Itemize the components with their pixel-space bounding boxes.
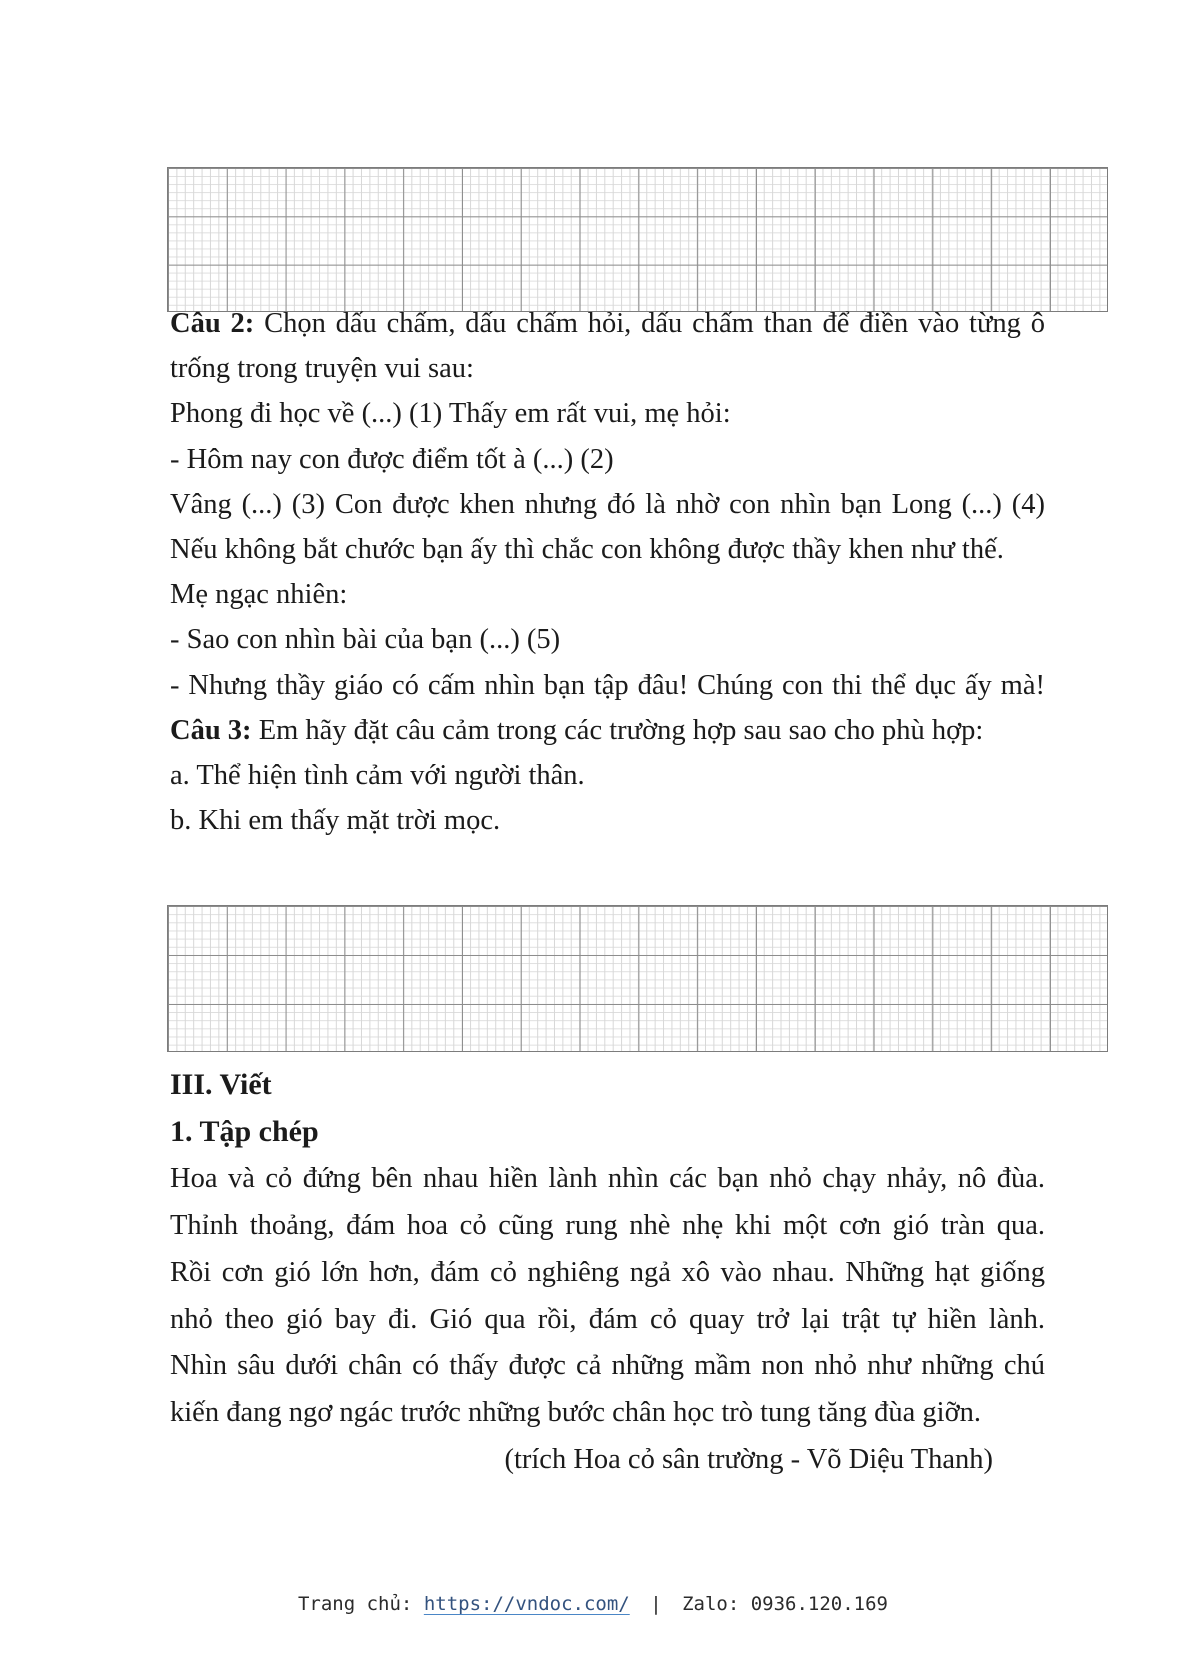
exercise2-line-text: Vâng (...) (3) Con được khen nhưng đó là nhờ con nhìn bạn Long (...) (4) — [170, 488, 1045, 520]
exercise2-line-text: a. Thể hiện tình cảm với người thân. — [170, 760, 585, 792]
dictation-line-text: Nhìn sâu dưới chân có thấy được cả những mầm non nhỏ như những chú — [170, 1350, 1045, 1382]
story-line — [170, 572, 1045, 617]
story-line — [170, 617, 1045, 662]
exercise2-intro-line — [170, 301, 1045, 346]
story-line — [170, 482, 1045, 527]
exercise2-line-text: Mẹ ngạc nhiên: — [170, 579, 348, 611]
dictation-line — [170, 1390, 1045, 1437]
footer-zalo: Zalo: 0936.120.169 — [682, 1593, 888, 1615]
exercise-2-block — [170, 301, 1045, 843]
exercise2-line-text: Em hãy đặt câu cảm trong các trường hợp sau sao cho phù hợp: — [251, 714, 984, 746]
question-3-item-b — [170, 798, 1045, 843]
exercise2-line-text: - Nhưng thầy giáo có cấm nhìn bạn tập đâu! Chúng con thi thể dục ấy mà! — [170, 669, 1045, 701]
exercise2-line-text: trống trong truyện vui sau: — [170, 353, 474, 385]
dictation-line-text: Rồi cơn gió lớn hơn, đám cỏ nghiêng ngả xô vào nhau. Những hạt giống — [170, 1256, 1045, 1288]
dictation-line — [170, 1343, 1045, 1390]
dictation-line — [170, 1250, 1045, 1297]
exercise2-line-text: Phong đi học về (...) (1) Thấy em rất vui, mẹ hỏi: — [170, 398, 731, 430]
section-subheading: 1. Tập chép — [170, 1114, 319, 1148]
dictation-line — [170, 1203, 1045, 1250]
section-heading: III. Viết — [170, 1068, 272, 1101]
exercise2-line-text: Chọn dấu chấm, dấu chấm hỏi, dấu chấm than để điền vào từng ô — [254, 308, 1045, 339]
story-line — [170, 663, 1045, 708]
dictation-line-text: nhỏ theo gió bay đi. Gió qua rồi, đám cỏ quay trở lại trật tự hiền lành. — [170, 1303, 1045, 1335]
exercise2-line-text: - Sao con nhìn bài của bạn (...) (5) — [170, 624, 561, 656]
writing-grid-top — [167, 167, 1108, 312]
story-line — [170, 391, 1045, 436]
dictation-line-text: kiến đang ngơ ngác trước những bước chân học trò tung tăng đùa giỡn. — [170, 1397, 982, 1429]
dictation-line — [170, 1156, 1045, 1203]
source-attribution: (trích Hoa cỏ sân trường - Võ Diệu Thanh) — [504, 1444, 993, 1476]
exercise2-line-text: - Hôm nay con được điểm tốt à (...) (2) — [170, 443, 614, 475]
dictation-line-text: Hoa và cỏ đứng bên nhau hiền lành nhìn các bạn nhỏ chạy nhảy, nô đùa. — [170, 1162, 1045, 1194]
exercise2-line-text: b. Khi em thấy mặt trời mọc. — [170, 805, 501, 837]
question-3-label: Câu 3: — [170, 714, 252, 746]
dictation-line — [170, 1297, 1045, 1344]
question-2-label: Câu 2: — [170, 308, 255, 339]
footer-separator: | — [650, 1593, 662, 1615]
exercise2-line-text: Nếu không bắt chước bạn ấy thì chắc con không được thầy khen như thế. — [170, 534, 1004, 566]
footer-prefix: Trang chủ: — [297, 1593, 413, 1615]
page-footer — [0, 1593, 1186, 1615]
homepage-link[interactable]: https://vndoc.com/ — [423, 1593, 630, 1615]
section-3-block — [170, 1062, 1045, 1484]
question-3-item-a — [170, 753, 1045, 798]
exercise2-intro-line-2 — [170, 346, 1045, 391]
question-3-line — [170, 708, 1045, 753]
writing-grid-bottom — [167, 905, 1108, 1052]
dictation-line-text: Thỉnh thoảng, đám hoa cỏ cũng rung nhè nhẹ khi một cơn gió tràn qua. — [170, 1209, 1045, 1241]
story-line — [170, 437, 1045, 482]
story-line — [170, 527, 1045, 572]
